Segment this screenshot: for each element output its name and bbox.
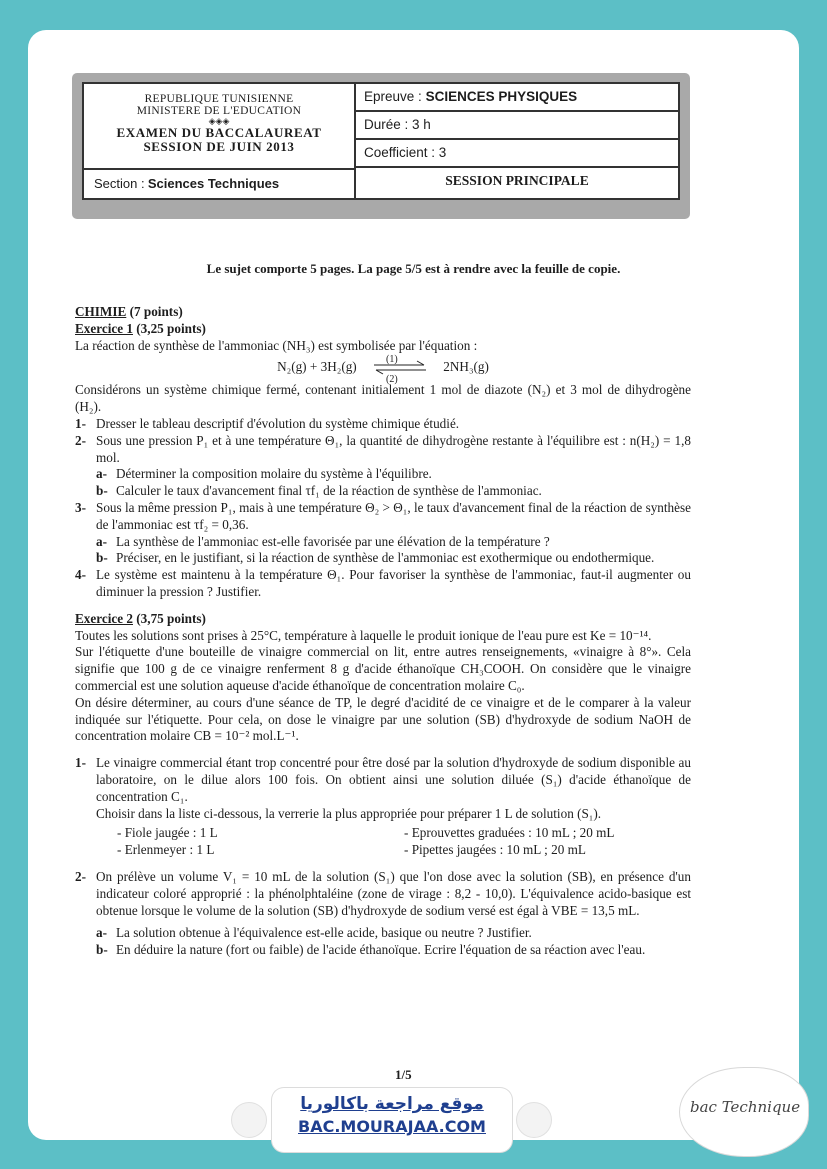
session-title: SESSION DE JUIN 2013	[143, 139, 295, 154]
banner-arabic-title[interactable]: موقع مراجعة باكالوريا	[300, 1094, 484, 1114]
subquestion-text: La synthèse de l'ammoniac est-elle favorisée par une élévation de la température ?	[116, 533, 550, 549]
question-3	[75, 500, 691, 534]
glassware-list-row2	[75, 842, 691, 859]
exercise1-title: Exercice 1	[75, 320, 133, 336]
exercise2-paragraph-3: On désire déterminer, au cours d'une séance de TP, le degré d'acidité de ce vinaigre et de le comparer à la valeur indiquée sur l'étiquette. Pour cela, on dose le vinaigre par une solution (SB) d'hydroxyde de sodium NaOH de concentration molaire CB = 10⁻² mol.L⁻¹.	[75, 694, 691, 744]
subquestion-number: a-	[96, 466, 107, 482]
epreuve-value: SCIENCES PHYSIQUES	[425, 89, 578, 104]
question-number: 4-	[75, 567, 86, 583]
exercise2-points: (3,75 points)	[136, 610, 206, 626]
chimie-points: (7 points)	[129, 304, 183, 319]
equilibrium-arrow	[372, 354, 428, 386]
chimie-title: CHIMIE	[75, 304, 127, 319]
subquestion-text: En déduire la nature (fort ou faible) de l'acide éthanoïque. Ecrire l'équation de sa réaction avec l'eau.	[116, 942, 646, 958]
duree-cell: Durée : 3 h	[356, 112, 678, 140]
subject-intro: Le sujet comporte 5 pages. La page 5/5 est à rendre avec la feuille de copie.	[206, 261, 621, 276]
exercise1-intro: La réaction de synthèse de l'ammoniac (NH₃) est symbolisée par l'équation :	[75, 337, 478, 353]
arrow-label-backward: (2)	[386, 374, 398, 386]
question-3a	[75, 534, 691, 551]
ministry-label: MINISTERE DE L'EDUCATION	[136, 105, 302, 117]
question-number: 3-	[75, 499, 86, 515]
glassware-list	[75, 825, 691, 842]
ornament: ◈◈◈	[208, 116, 230, 126]
question-number: 2-	[75, 432, 86, 448]
question-text: Sous la même pression P₁, mais à une température Θ₂ > Θ₁, le taux d'avancement final de la réaction de synthèse de l'ammoniac est τf₂ = 0,36.	[96, 499, 691, 532]
question-text: On prélève un volume V₁ = 10 mL de la solution (S₁) que l'on dose avec la solution (SB), en présence d'un indicateur coloré approprié : la phénolphtaléine (zone de virage : 8,2 - 10,0). L'équivalence acido-basique est obtenue lorsque le volume de la solution (SB) d'hydroxyde de sodium versé est égal à VBE = 13,5 mL.	[96, 868, 691, 918]
exam-title: EXAMEN DU BACCALAUREAT	[116, 125, 322, 140]
glassware-item: - Eprouvettes graduées : 10 mL ; 20 mL	[404, 825, 615, 841]
equilibrium-arrow-icon	[372, 356, 428, 380]
epreuve-label: Epreuve :	[364, 89, 422, 104]
exam-content	[75, 304, 691, 959]
exercise2-question-1	[75, 755, 691, 805]
republic-label: REPUBLIQUE TUNISIENNE	[144, 93, 294, 105]
subquestion-text: Préciser, en le justifiant, si la réaction de synthèse de l'ammoniac est exothermique ou endothermique.	[116, 550, 655, 566]
arrow-label-forward: (1)	[386, 354, 398, 366]
coefficient-cell: Coefficient : 3	[356, 140, 678, 168]
subquestion-text: Déterminer la composition molaire du système à l'équilibre.	[116, 466, 432, 482]
question-3b	[75, 550, 691, 567]
exercise2-paragraph-1: Toutes les solutions sont prises à 25°C, température à laquelle le produit ionique de l'eau pure est Ke = 10⁻¹⁴.	[75, 627, 652, 643]
exercise2-question-1-instruction: Choisir dans la liste ci-dessous, la verrerie la plus appropriée pour préparer 1 L de solution (S₁).	[96, 805, 602, 821]
question-number: 1-	[75, 755, 86, 771]
question-1	[75, 416, 691, 433]
exercise2-question-2	[75, 869, 691, 919]
equation-right: 2NH₃(g)	[443, 359, 489, 375]
subquestion-text: Calculer le taux d'avancement final τf₁ de la réaction de synthèse de l'ammoniac.	[116, 483, 542, 499]
question-text: Dresser le tableau descriptif d'évolution du système chimique étudié.	[96, 415, 460, 431]
exercise1-points: (3,25 points)	[136, 320, 206, 336]
subquestion-number: b-	[96, 942, 108, 958]
question-2	[75, 433, 691, 467]
question-2b	[75, 483, 691, 500]
subquestion-text: La solution obtenue à l'équivalence est-elle acide, basique ou neutre ? Justifier.	[116, 925, 532, 941]
section-label: Section :	[94, 176, 145, 191]
bac-technique-badge	[680, 1068, 808, 1156]
epreuve-cell	[356, 84, 678, 112]
subquestion-number: a-	[96, 925, 107, 941]
site-logo-icon	[232, 1103, 266, 1137]
exercise1-context: Considérons un système chimique fermé, contenant initialement 1 mol de diazote (N₂) et 3 mol de dihydrogène (H₂).	[75, 382, 691, 415]
question-text: Le vinaigre commercial étant trop concentré pour être dosé par la solution d'hydroxyde de sodium disponible au laboratoire, on le dilue alors 100 fois. On obtient ainsi une solution diluée (S₁) d'acide éthanoïque de concentration C₁.	[96, 755, 691, 804]
subquestion-number: a-	[96, 533, 107, 549]
glassware-item: - Pipettes jaugées : 10 mL ; 20 mL	[404, 842, 586, 858]
exercise2-question-2a	[75, 925, 691, 942]
exam-header	[82, 82, 680, 200]
subquestion-number: b-	[96, 483, 108, 499]
question-text: Sous une pression P₁ et à une température Θ₁, la quantité de dihydrogène restante à l'équilibre est : n(H₂) = 1,8 mol.	[96, 432, 691, 465]
exercise2-question-2b	[75, 942, 691, 959]
question-text: Le système est maintenu à la température Θ₁. Pour favoriser la synthèse de l'ammoniac, faut-il augmenter ou diminuer la pression ? Justifier.	[96, 567, 691, 599]
question-2a	[75, 466, 691, 483]
question-number: 2-	[75, 868, 86, 884]
exercise2-paragraph-2: Sur l'étiquette d'une bouteille de vinaigre commercial on lit, entre autres renseignements, «vinaigre à 8°». Cela signifie que 100 g de ce vinaigre renferment 8 g d'acide éthanoïque CH₃COOH. On considère que le vinaigre commercial est une solution aqueuse d'acide éthanoïque de concentration molaire C₀.	[75, 644, 691, 693]
glassware-item: - Erlenmeyer : 1 L	[117, 842, 215, 858]
page-number: 1/5	[395, 1067, 412, 1082]
question-number: 1-	[75, 415, 86, 431]
question-4	[75, 567, 691, 601]
session-type-cell: SESSION PRINCIPALE	[445, 173, 589, 188]
signature-text: bac Technique	[690, 1098, 801, 1116]
exercise2-title: Exercice 2	[75, 610, 133, 626]
glassware-item: - Fiole jaugée : 1 L	[117, 825, 218, 841]
reaction-equation	[75, 354, 691, 386]
header-institution	[84, 84, 356, 170]
site-banner[interactable]	[272, 1088, 512, 1152]
section-cell	[84, 170, 356, 200]
site-logo-icon	[517, 1103, 551, 1137]
section-value: Sciences Techniques	[147, 176, 280, 191]
equation-left: N₂(g) + 3H₂(g)	[277, 359, 357, 375]
subquestion-number: b-	[96, 550, 108, 566]
banner-site-link[interactable]: BAC.MOURAJAA.COM	[298, 1117, 486, 1136]
